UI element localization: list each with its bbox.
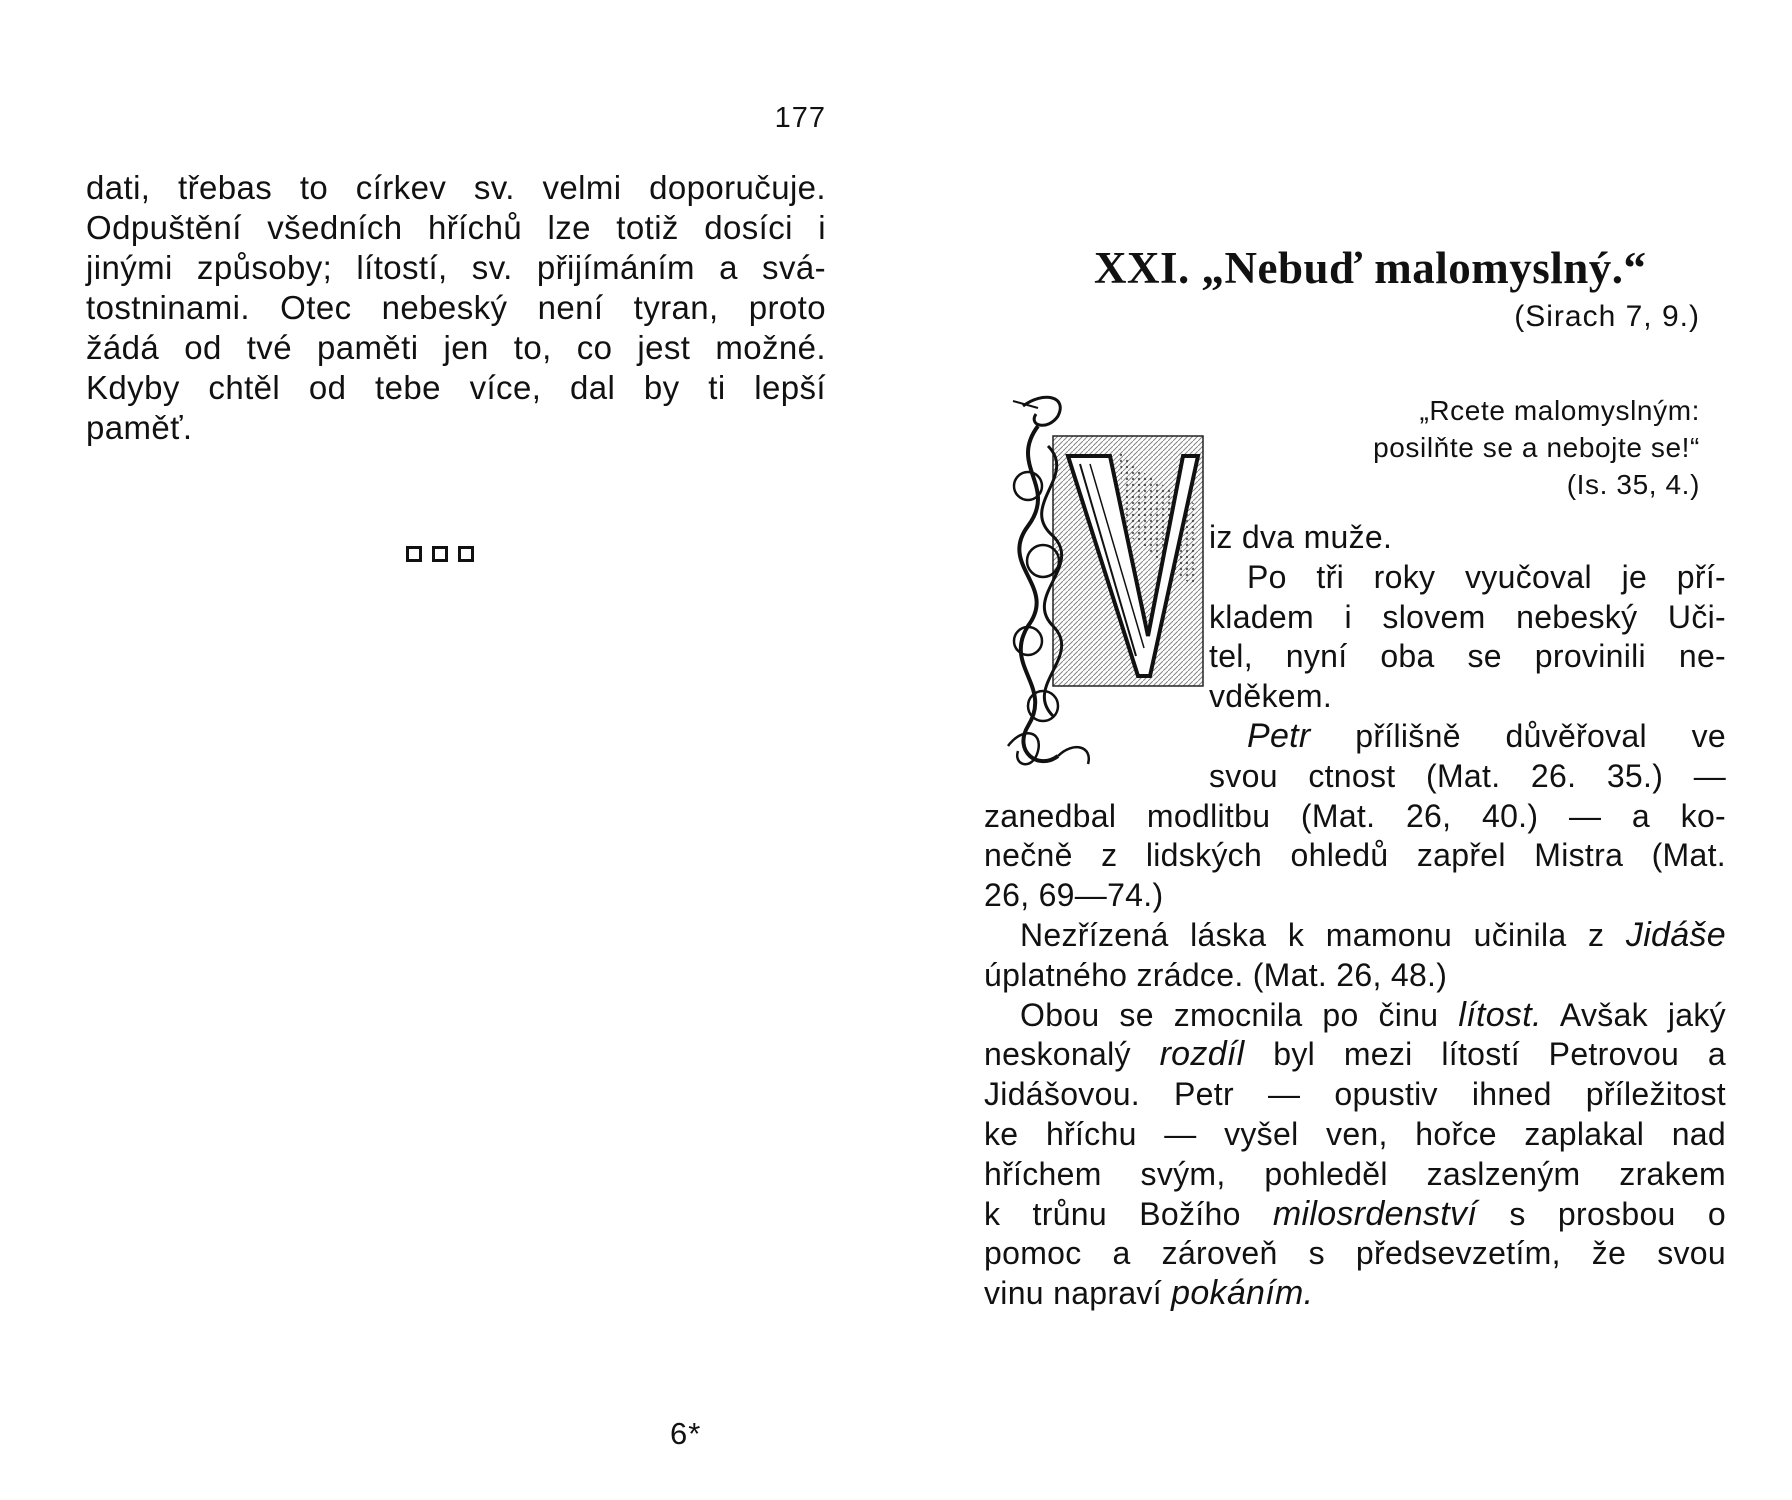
text-line [1209, 518, 1726, 558]
text-run: s prosbou o [1477, 1195, 1726, 1232]
text-run: nečně z lidských ohledů zapřel Mistra (Mat. [984, 837, 1726, 874]
text-line [984, 956, 1726, 996]
square-ornament-icon [458, 546, 474, 562]
left-page-text [86, 168, 826, 448]
text-run: Obou se zmocnila po činu [1020, 996, 1459, 1033]
text-line: jinými způsoby; lítostí, sv. přijímáním a svá- [86, 249, 826, 286]
text-line [984, 1115, 1726, 1155]
text-run: úplatného zrádce. (Mat. 26, 48.) [984, 956, 1448, 993]
epigraph-line: posilňte se a nebojte se!“ [1373, 432, 1700, 463]
square-ornament-icon [406, 546, 422, 562]
left-page [86, 96, 826, 1476]
text-run: přílišně důvěřoval ve [1310, 717, 1726, 754]
text-run: vinu napraví [984, 1275, 1172, 1312]
emphasized-word: rozdíl [1159, 1035, 1245, 1074]
section-end-ornament [406, 546, 474, 562]
text-line [1209, 677, 1726, 717]
text-line [984, 916, 1726, 956]
text-line [984, 836, 1726, 876]
text-line [984, 1035, 1726, 1075]
emphasized-word: milosrdenství [1272, 1194, 1478, 1233]
text-run: Avšak jaký [1541, 996, 1726, 1033]
text-run: vděkem. [1209, 678, 1333, 715]
text-line: tostninami. Otec nebeský není tyran, proto [86, 289, 826, 326]
text-run: svou ctnost (Mat. 26. 35.) — [1209, 757, 1726, 794]
emphasized-word: Petr [1247, 716, 1311, 755]
emphasized-word: lítost. [1458, 995, 1542, 1034]
text-line [1209, 637, 1726, 677]
text-line: paměť. [86, 409, 193, 446]
right-page-text [984, 518, 1726, 1314]
text-run: k trůnu Božího [984, 1195, 1273, 1232]
text-line [984, 1274, 1726, 1314]
epigraph-line: „Rcete malomyslným: [1419, 395, 1700, 426]
emphasized-word: Jidáše [1625, 915, 1726, 954]
emphasized-word: pokáním. [1171, 1274, 1314, 1313]
text-line [984, 876, 1726, 916]
epigraph [1373, 392, 1700, 503]
text-run: Nezřízená láska k mamonu učinila z [1020, 916, 1626, 953]
text-line: dati, třebas to církev sv. velmi doporučuje. [86, 169, 826, 206]
signature-mark: 6* [670, 1416, 702, 1451]
text-run: Po tři roky vyučoval je pří- [1247, 558, 1726, 595]
text-line [984, 996, 1726, 1036]
text-run: ke hříchu — vyšel ven, hořce zaplakal nad [984, 1115, 1726, 1152]
text-line [1209, 558, 1726, 598]
right-page [984, 96, 1726, 1476]
text-line [984, 1234, 1726, 1274]
page-number: 177 [774, 102, 826, 134]
text-line: Odpuštění všedních hříchů lze totiž dosíci i [86, 209, 826, 246]
text-line: žádá od tvé paměti jen to, co jest možné. [86, 329, 826, 366]
text-line [984, 1155, 1726, 1195]
text-line: Kdyby chtěl od tebe více, dal by ti lepší [86, 369, 826, 406]
text-line [984, 1195, 1726, 1235]
text-line [1209, 757, 1726, 797]
text-run: 26, 69—74.) [984, 877, 1164, 914]
text-run: byl mezi lítostí Petrovou a [1244, 1036, 1727, 1073]
text-line [1209, 717, 1726, 757]
text-line [984, 797, 1726, 837]
text-run: iz dva muže. [1209, 519, 1393, 555]
text-run: kladem i slovem nebeský Uči- [1209, 598, 1726, 635]
chapter-source: (Sirach 7, 9.) [1514, 300, 1700, 333]
text-run: hříchem svým, pohleděl zaslzeným zrakem [984, 1155, 1726, 1192]
text-run: tel, nyní oba se provinili ne- [1209, 638, 1726, 675]
text-run: pomoc a zároveň s předsevzetím, že svou [984, 1235, 1726, 1272]
chapter-title: XXI. „Nebuď malomyslný.“ [1094, 243, 1647, 293]
square-ornament-icon [432, 546, 448, 562]
text-line [1209, 598, 1726, 638]
text-line [984, 1075, 1726, 1115]
text-run: zanedbal modlitbu (Mat. 26, 40.) — a ko- [984, 797, 1726, 834]
epigraph-reference: (Is. 35, 4.) [1566, 469, 1700, 500]
text-run: Jidášovou. Petr — opustiv ihned příležitost [984, 1076, 1726, 1113]
text-run: neskonalý [984, 1036, 1160, 1073]
